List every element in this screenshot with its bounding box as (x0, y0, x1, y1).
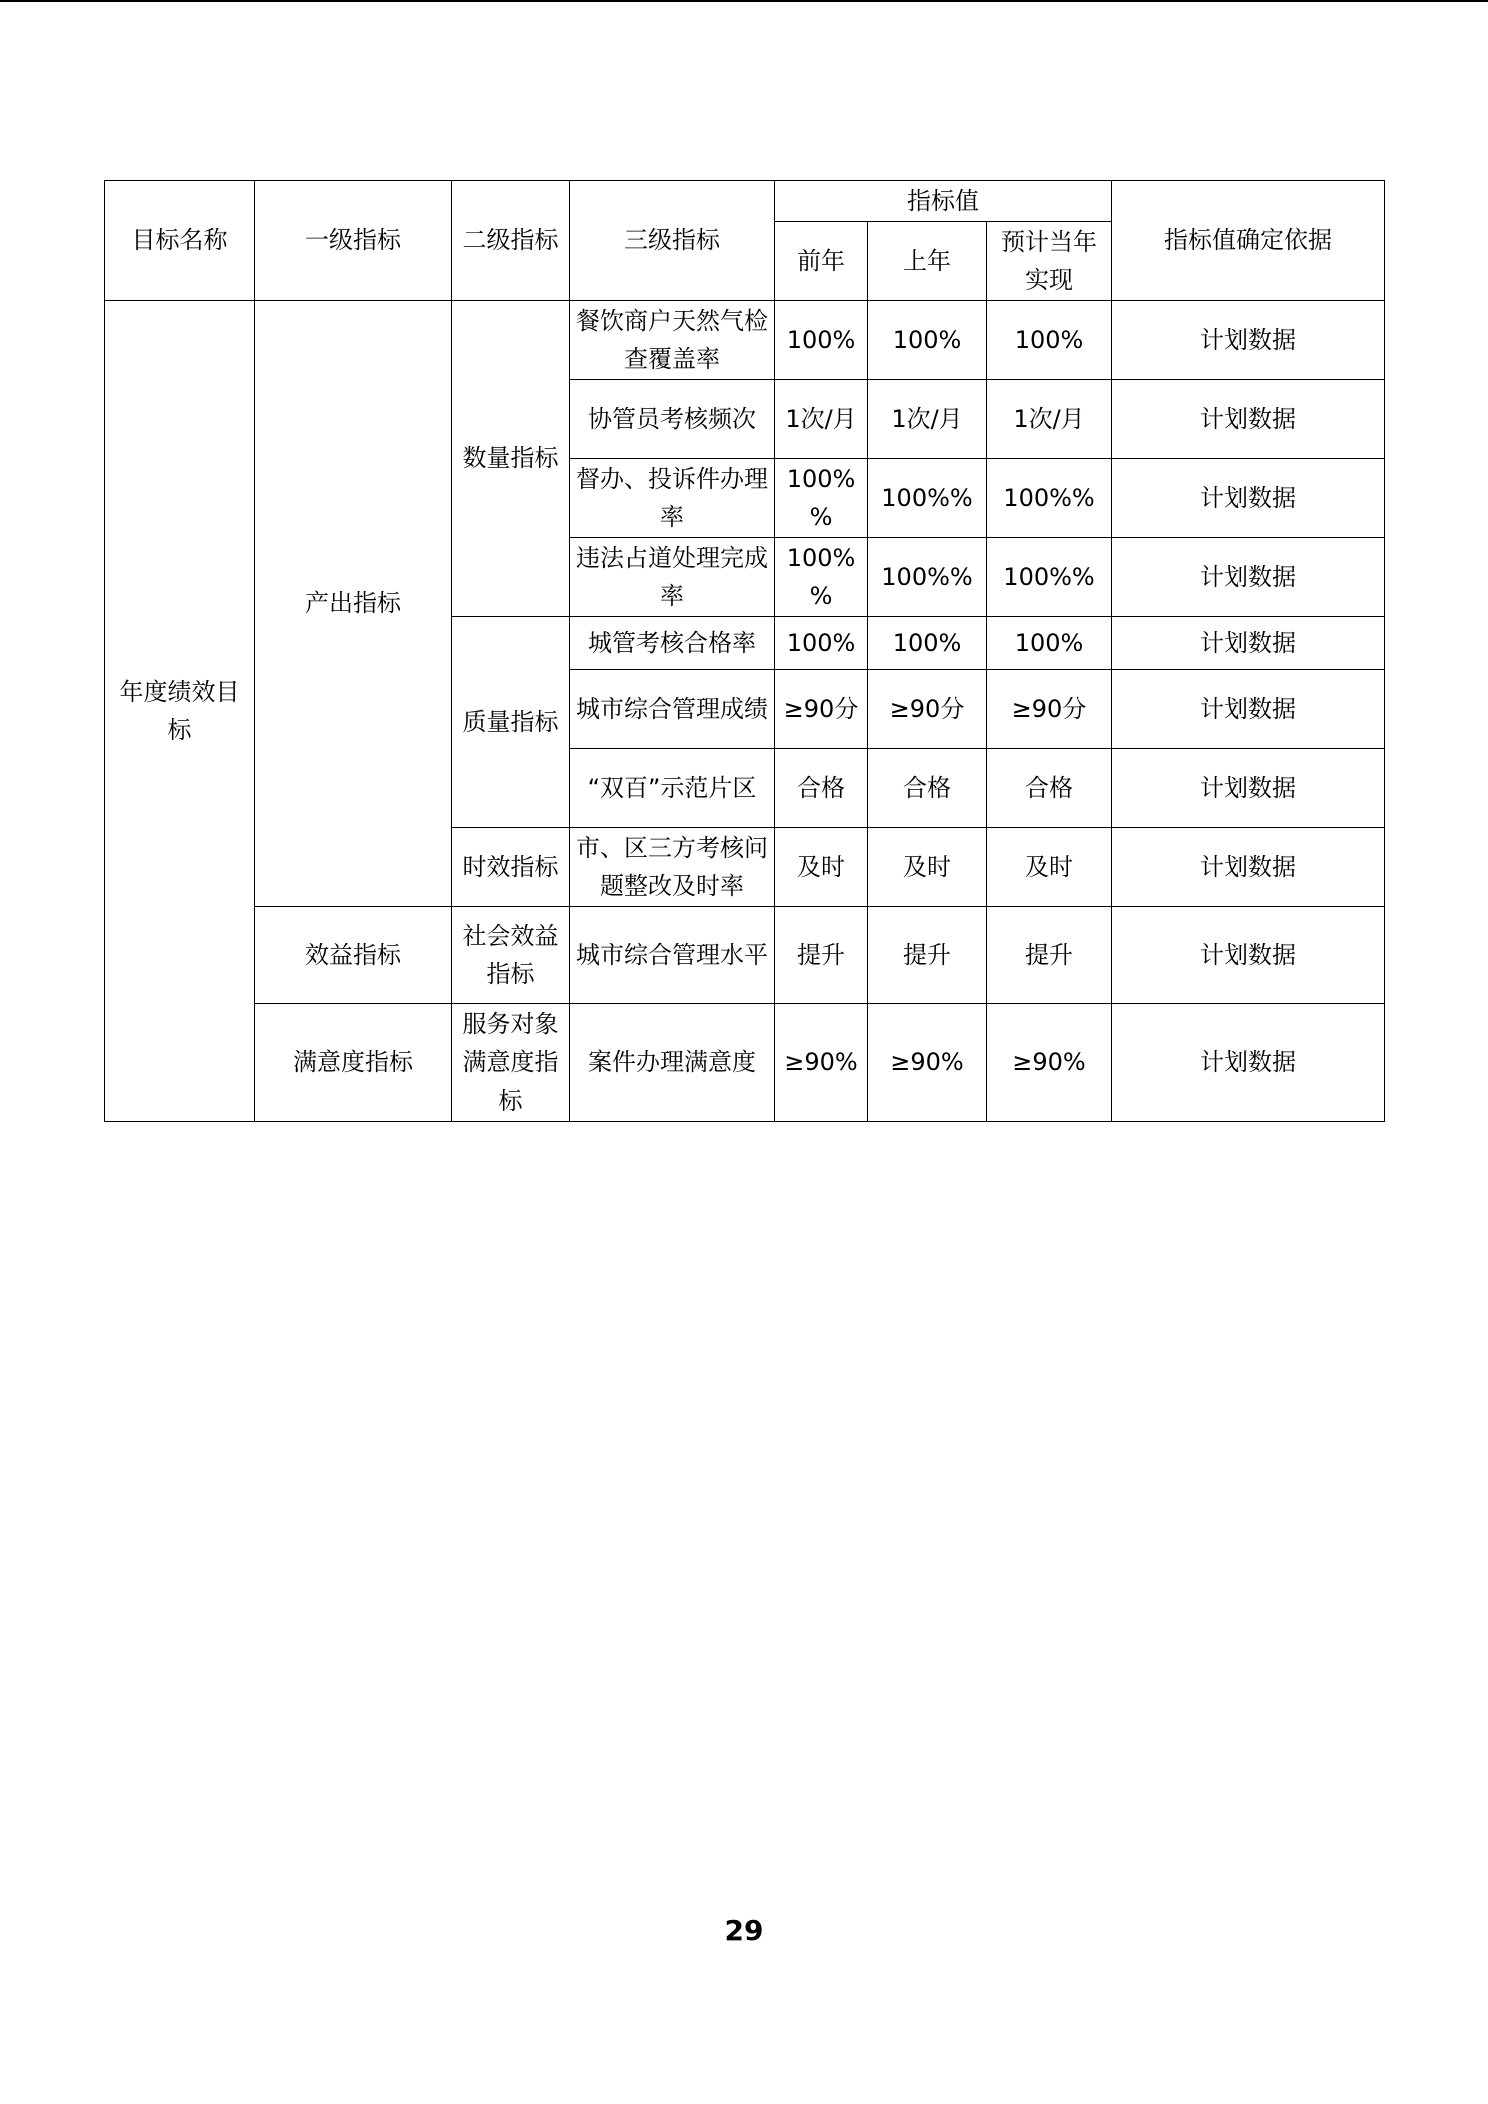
header-row (105, 181, 1385, 222)
level3-cell: 案件办理满意度 (570, 1004, 775, 1122)
value-last: 及时 (868, 828, 987, 907)
basis-cell: 计划数据 (1112, 670, 1385, 749)
value-current: 合格 (987, 749, 1112, 828)
value-current: 100% (987, 301, 1112, 380)
basis-cell: 计划数据 (1112, 617, 1385, 670)
value-current: 100%% (987, 459, 1112, 538)
top-border-line (0, 0, 1488, 2)
goal-cell: 年度绩效目标 (105, 301, 255, 1122)
value-prev-prev: 100%% (775, 459, 868, 538)
basis-cell: 计划数据 (1112, 749, 1385, 828)
value-last: 100%% (868, 459, 987, 538)
value-current: 100% (987, 617, 1112, 670)
value-current: ≥90% (987, 1004, 1112, 1122)
level3-cell: 城管考核合格率 (570, 617, 775, 670)
value-current: 1次/月 (987, 380, 1112, 459)
level2-quantity: 数量指标 (452, 301, 570, 617)
level1-satisfaction: 满意度指标 (255, 1004, 452, 1122)
value-current: 提升 (987, 907, 1112, 1004)
level3-cell: 餐饮商户天然气检查覆盖率 (570, 301, 775, 380)
header-level2: 二级指标 (452, 181, 570, 301)
level3-cell: 市、区三方考核问题整改及时率 (570, 828, 775, 907)
performance-goal-table (104, 180, 1385, 1122)
header-level3: 三级指标 (570, 181, 775, 301)
level2-social-benefit: 社会效益指标 (452, 907, 570, 1004)
value-prev-prev: 1次/月 (775, 380, 868, 459)
level3-cell: 城市综合管理水平 (570, 907, 775, 1004)
basis-cell: 计划数据 (1112, 907, 1385, 1004)
header-indicator-value: 指标值 (775, 181, 1112, 222)
value-last: 100%% (868, 538, 987, 617)
level2-timeliness: 时效指标 (452, 828, 570, 907)
header-prev-prev-year: 前年 (775, 222, 868, 301)
basis-cell: 计划数据 (1112, 538, 1385, 617)
page-number: 29 (724, 1914, 764, 1947)
value-last: 合格 (868, 749, 987, 828)
level3-cell: 城市综合管理成绩 (570, 670, 775, 749)
value-last: 提升 (868, 907, 987, 1004)
table-row (105, 301, 1385, 380)
value-prev-prev: 提升 (775, 907, 868, 1004)
value-prev-prev: ≥90分 (775, 670, 868, 749)
header-level1: 一级指标 (255, 181, 452, 301)
level1-output: 产出指标 (255, 301, 452, 907)
value-prev-prev: 100%% (775, 538, 868, 617)
header-basis: 指标值确定依据 (1112, 181, 1385, 301)
level3-cell: 违法占道处理完成率 (570, 538, 775, 617)
header-last-year: 上年 (868, 222, 987, 301)
value-last: 1次/月 (868, 380, 987, 459)
value-last: ≥90分 (868, 670, 987, 749)
value-current: ≥90分 (987, 670, 1112, 749)
level2-quality: 质量指标 (452, 617, 570, 828)
basis-cell: 计划数据 (1112, 459, 1385, 538)
table-row (105, 907, 1385, 1004)
table-row (105, 1004, 1385, 1122)
header-goal-name: 目标名称 (105, 181, 255, 301)
level3-cell: 督办、投诉件办理率 (570, 459, 775, 538)
value-prev-prev: 合格 (775, 749, 868, 828)
basis-cell: 计划数据 (1112, 301, 1385, 380)
basis-cell: 计划数据 (1112, 380, 1385, 459)
value-prev-prev: ≥90% (775, 1004, 868, 1122)
basis-cell: 计划数据 (1112, 828, 1385, 907)
level1-benefit: 效益指标 (255, 907, 452, 1004)
level3-cell: 协管员考核频次 (570, 380, 775, 459)
value-last: 100% (868, 301, 987, 380)
level2-service-satisfaction: 服务对象满意度指标 (452, 1004, 570, 1122)
value-current: 及时 (987, 828, 1112, 907)
basis-cell: 计划数据 (1112, 1004, 1385, 1122)
value-last: ≥90% (868, 1004, 987, 1122)
value-prev-prev: 及时 (775, 828, 868, 907)
value-prev-prev: 100% (775, 617, 868, 670)
header-current-year: 预计当年实现 (987, 222, 1112, 301)
level3-cell: “双百”示范片区 (570, 749, 775, 828)
value-prev-prev: 100% (775, 301, 868, 380)
value-last: 100% (868, 617, 987, 670)
value-current: 100%% (987, 538, 1112, 617)
